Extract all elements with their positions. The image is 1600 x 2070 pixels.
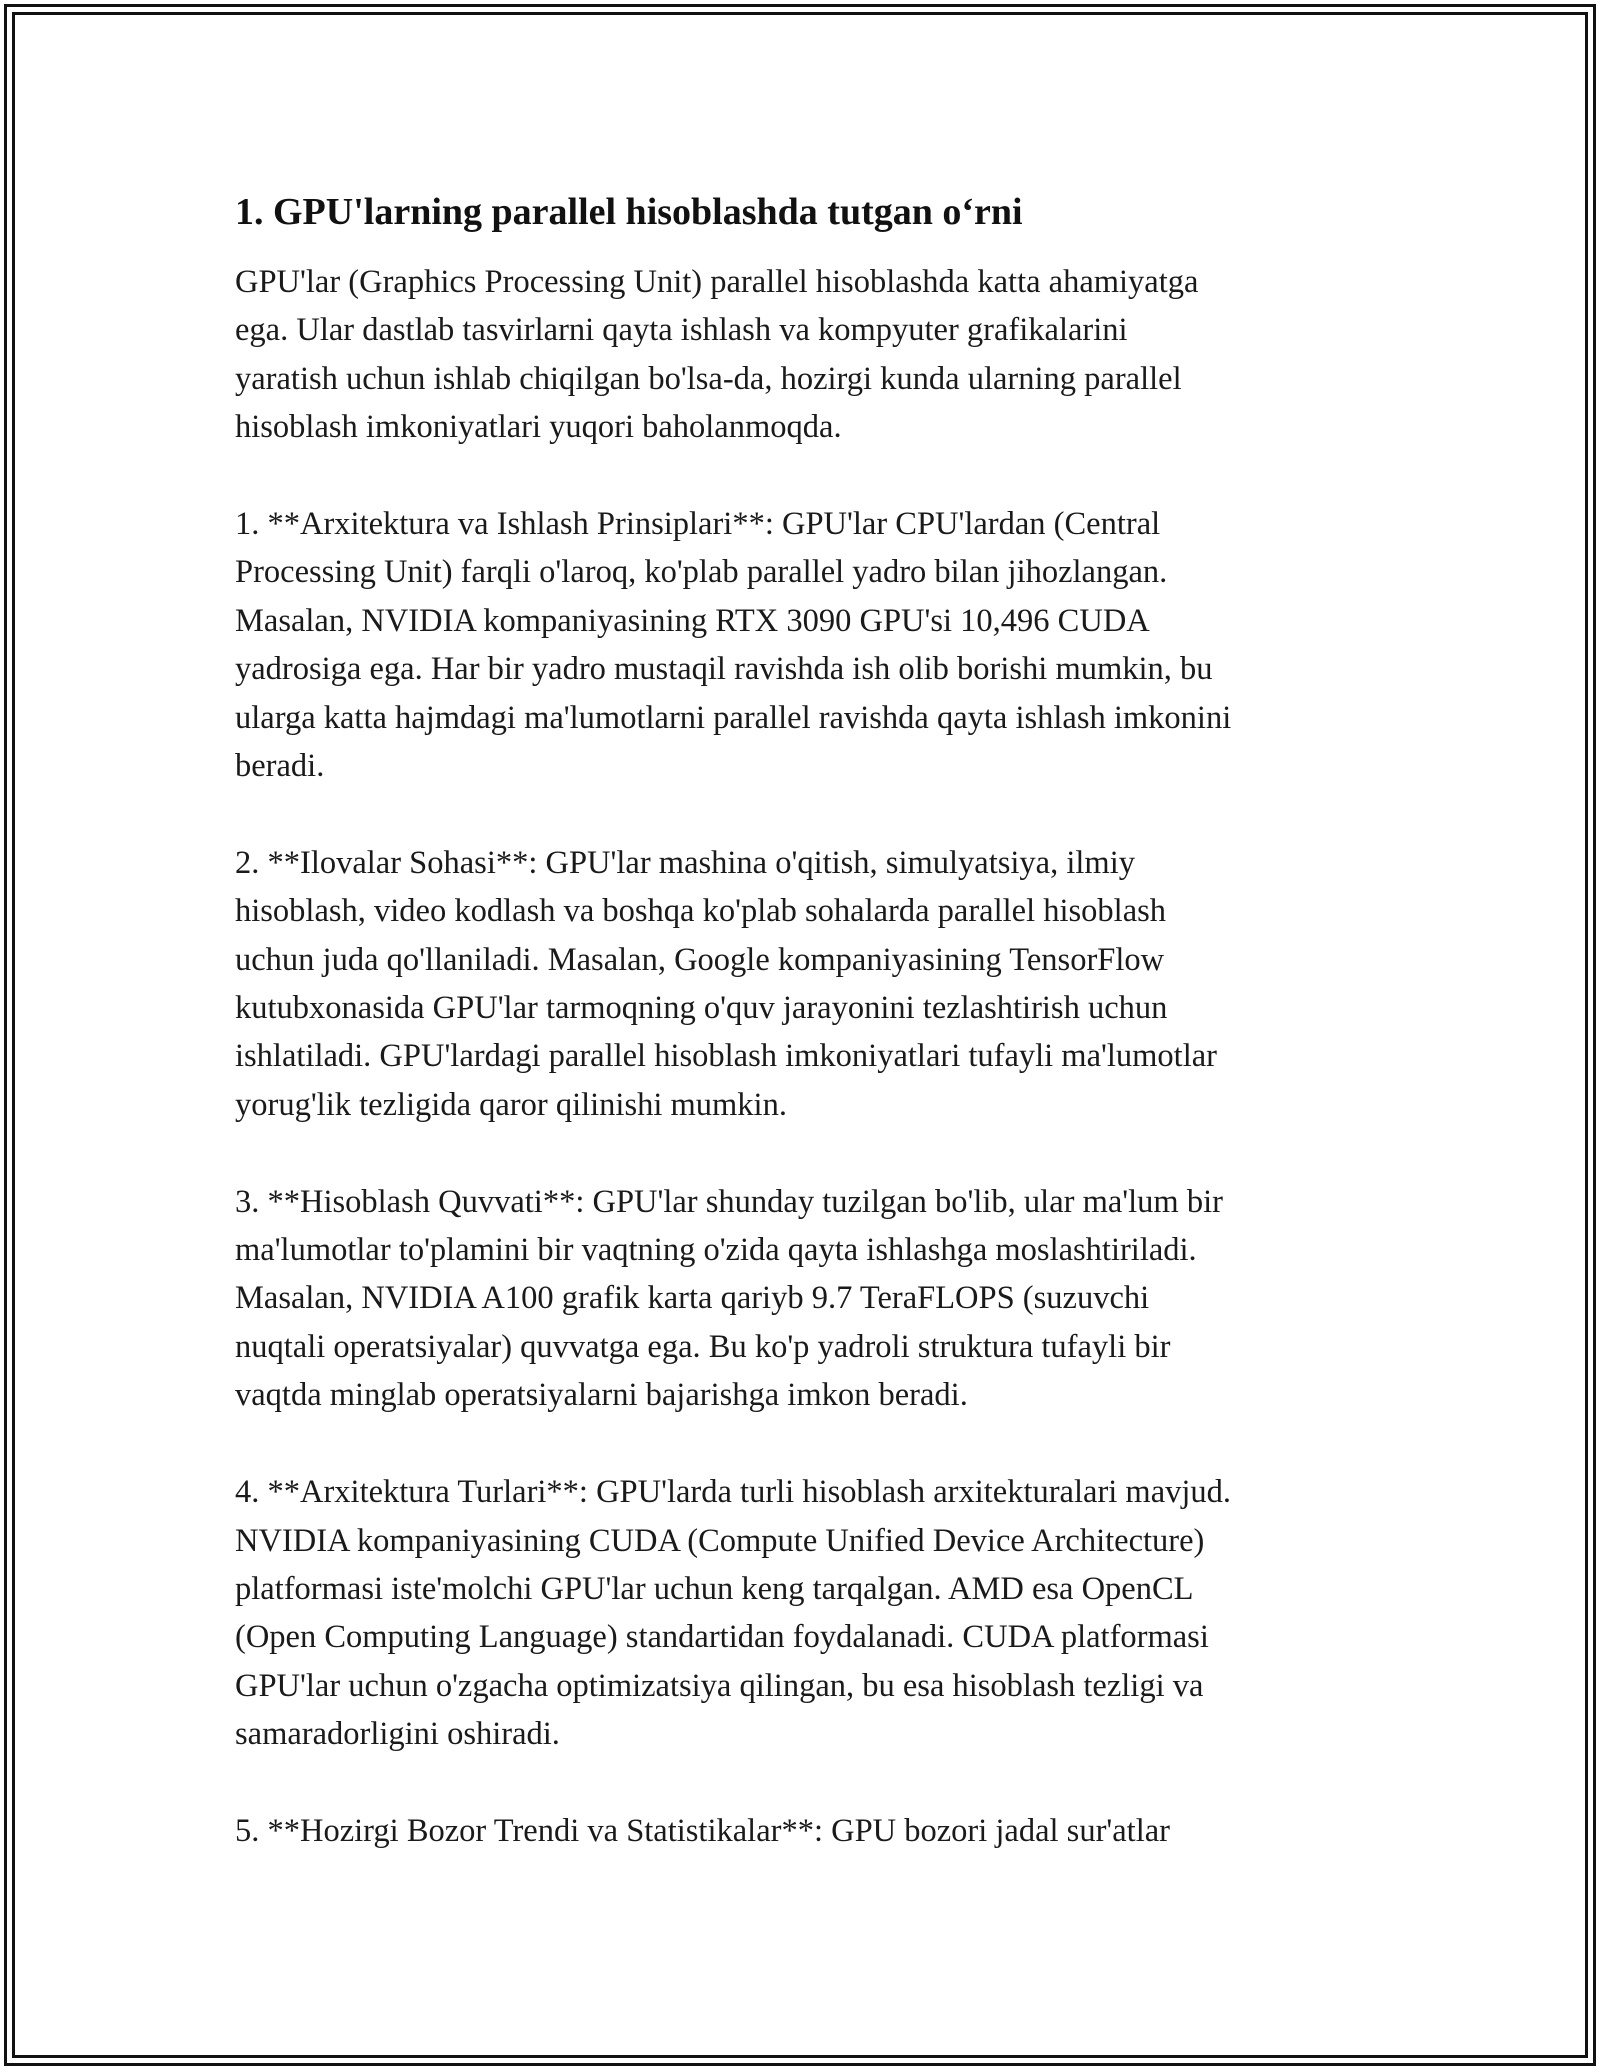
section-2-paragraph [235,839,1375,1129]
text-line: uchun juda qo'llaniladi. Masalan, Google kompaniyasining TensorFlow [235,941,1165,978]
text-line: Masalan, NVIDIA kompaniyasining RTX 3090 GPU'si 10,496 CUDA [235,602,1150,639]
section-3-paragraph [235,1178,1375,1420]
text-line: ularga katta hajmdagi ma'lumotlarni parallel ravishda qayta ishlash imkonini [235,699,1232,736]
text-line: 4. **Arxitektura Turlari**: GPU'larda turli hisoblash arxitekturalari mavjud. [235,1474,1232,1511]
text-line: 5. **Hozirgi Bozor Trendi va Statistikalar**: GPU bozori jadal sur'atlar [235,1812,1170,1849]
text-line: Processing Unit) farqli o'laroq, ko'plab parallel yadro bilan jihozlangan. [235,554,1168,591]
text-line: samaradorligini oshiradi. [235,1716,560,1753]
document-body [235,186,1375,1904]
text-line: 2. **Ilovalar Sohasi**: GPU'lar mashina o'qitish, simulyatsiya, ilmiy [235,844,1135,881]
text-line: kutubxonasida GPU'lar tarmoqning o'quv jarayonini tezlashtirish uchun [235,990,1168,1027]
intro-paragraph [235,258,1375,452]
text-line: NVIDIA kompaniyasining CUDA (Compute Unified Device Architecture) [235,1522,1205,1559]
section-1-paragraph [235,500,1375,790]
text-line: GPU'lar (Graphics Processing Unit) parallel hisoblashda katta ahamiyatga [235,264,1199,300]
document-heading: 1. GPU'larning parallel hisoblashda tutgan o‘rni [235,191,1023,233]
text-line: Masalan, NVIDIA A100 grafik karta qariyb 9.7 TeraFLOPS (suzuvchi [235,1280,1150,1317]
text-line: GPU'lar uchun o'zgacha optimizatsiya qilingan, bu esa hisoblash tezligi va [235,1667,1204,1704]
text-line: platformasi iste'molchi GPU'lar uchun keng tarqalgan. AMD esa OpenCL [235,1570,1194,1607]
text-line: vaqtda minglab operatsiyalarni bajarishga imkon beradi. [235,1377,968,1414]
text-line: beradi. [235,748,325,785]
text-line: yaratish uchun ishlab chiqilgan bo'lsa-da, hozirgi kunda ularning parallel [235,360,1182,397]
text-line: hisoblash, video kodlash va boshqa ko'plab sohalarda parallel hisoblash [235,893,1167,930]
section-4-paragraph [235,1468,1375,1758]
text-line: ega. Ular dastlab tasvirlarni qayta ishlash va kompyuter grafikalarini [235,312,1128,349]
text-line: 3. **Hisoblash Quvvati**: GPU'lar shunday tuzilgan bo'lib, ular ma'lum bir [235,1183,1223,1220]
text-line: nuqtali operatsiyalar) quvvatga ega. Bu ko'p yadroli struktura tufayli bir [235,1328,1171,1365]
text-line: ishlatiladi. GPU'lardagi parallel hisoblash imkoniyatlari tufayli ma'lumotlar [235,1038,1217,1075]
text-line: hisoblash imkoniyatlari yuqori baholanmoqda. [235,409,842,446]
section-5-paragraph [235,1807,1375,1855]
text-line: yorug'lik tezligida qaror qilinishi mumkin. [235,1086,787,1123]
text-line: yadrosiga ega. Har bir yadro mustaqil ravishda ish olib borishi mumkin, bu [235,651,1213,688]
text-line: ma'lumotlar to'plamini bir vaqtning o'zida qayta ishlashga moslashtiriladi. [235,1232,1197,1269]
text-line: (Open Computing Language) standartidan foydalanadi. CUDA platformasi [235,1619,1209,1656]
text-line: 1. **Arxitektura va Ishlash Prinsiplari**: GPU'lar CPU'lardan (Central [235,506,1161,543]
